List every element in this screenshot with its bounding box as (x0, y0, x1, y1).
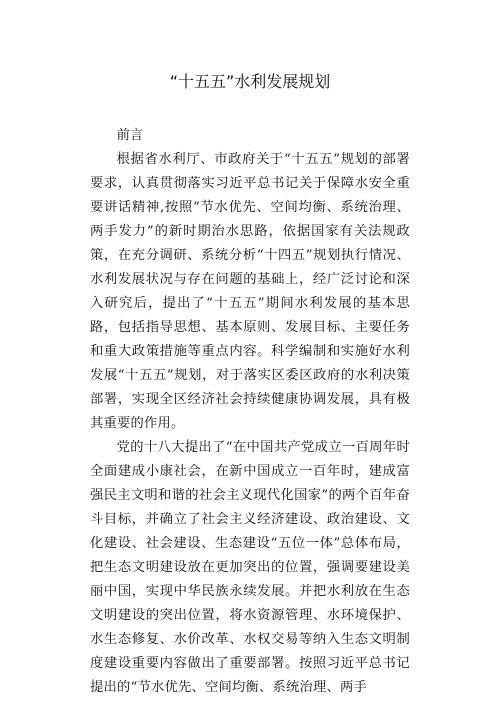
paragraph: 根据省水利厅、市政府关于“十五五”规划的部署要求，认真贯彻落实习近平总书记关于保障水安全重要讲话精神,按照“节水优先、空间均衡、系统治理、两手发力”的新时期治水思路，依据国家有关法规政策，在充分调研、系统分析“十四五”规划执行情况、水利发展状况与存在问题的基础上，经广泛讨论和深入研究后，提出了“十五五”期间水利发展的基本思路，包括指导思想、基本原则、发展目标、主要任务和重大政策措施等重点内容。科学编制和实施好水利发展“十五五”规划，对于落实区委区政府的水利决策部署，实现全区经济社会持续健康协调发展，具有极其重要的作用。 (90, 152, 410, 431)
document-body (90, 124, 410, 700)
section-heading-preface: 前言 (116, 128, 144, 143)
paragraph: 党的十八大提出了“在中国共产党成立一百周年时全面建成小康社会，在新中国成立一百年时，建成富强民主文明和谐的社会主义现代化国家”的两个百年奋斗目标，并确立了社会主义经济建设、政治建设、文化建设、社会建设、生态建设“五位一体”总体布局，把生态文明建设放在更加突出的位置，强调要建设美丽中国，实现中华民族永续发展。并把水利放在生态文明建设的突出位置，将水资源管理、水环境保护、水生态修复、水价改革、水权交易等纳入生态文明制度建设重要内容做出了重要部署。按照习近平总书记提出的“节水优先、空间均衡、系统治理、两手 (90, 440, 410, 695)
document-title: “十五五”水利发展规划 (169, 72, 331, 91)
